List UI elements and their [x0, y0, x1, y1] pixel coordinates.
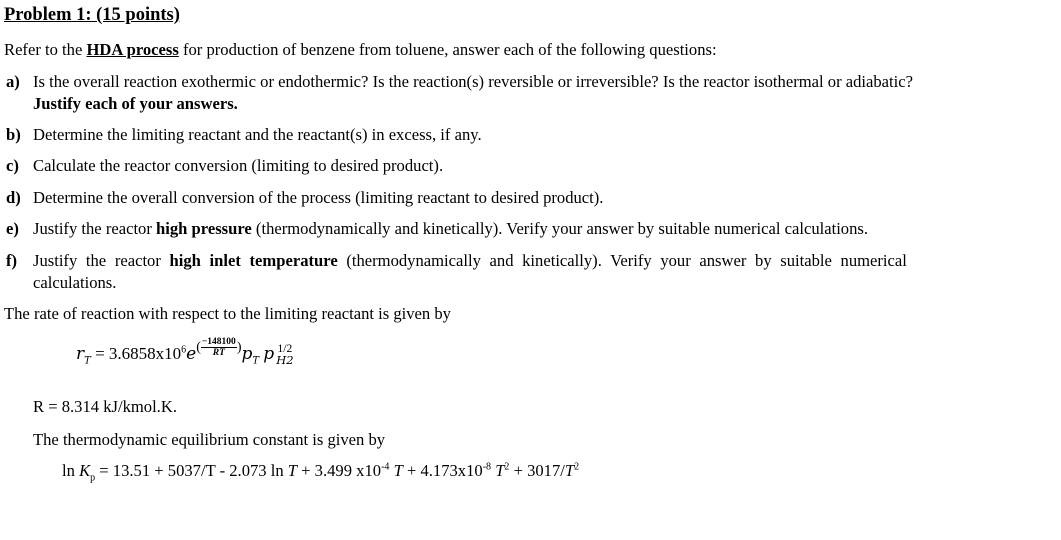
gas-constant: R = 8.314 kJ/kmol.K.	[33, 397, 177, 416]
question-c-label: c)	[6, 156, 19, 175]
question-c-text: Calculate the reactor conversion (limiting to desired product).	[33, 156, 444, 175]
question-b-label: b)	[6, 125, 21, 144]
question-d-label: d)	[6, 188, 21, 207]
question-a-label: a)	[6, 72, 20, 91]
exponent-fraction: $\frac{-148100}{RT}$	[201, 336, 236, 358]
problem-title: Problem 1: (15 points)	[4, 5, 180, 25]
question-e-label: e)	[6, 219, 19, 238]
question-f-text: Justify the reactor high inlet temperature (thermodynamically and kinetically). Verify your answer by suitable numerical	[33, 251, 907, 270]
question-f-label: f)	[6, 251, 18, 270]
question-a-text: Is the overall reaction exothermic or endothermic? Is the reaction(s) reversible or irreversible? Is the reactor isothermal or adiabatic?	[33, 72, 913, 91]
rate-equation: $r_T = 3.6858x10^6e^($ $\frac{-148100}{RT}$ $^)p_T$ p 1/2 H2	[76, 336, 294, 368]
question-b-text: Determine the limiting reactant and the reactant(s) in excess, if any.	[33, 125, 482, 144]
question-a-emphasis: Justify each of your answers.	[33, 94, 238, 113]
question-e-text: Justify the reactor high pressure (thermodynamically and kinetically). Verify your answer by suitable numerical calculations.	[33, 219, 869, 238]
rate-intro: The rate of reaction with respect to the limiting reactant is given by	[4, 304, 451, 323]
k-intro: The thermodynamic equilibrium constant is given by	[33, 430, 386, 449]
hda-process-link: HDA process	[86, 40, 179, 59]
equilibrium-equation: $\ln K_p = 13.51 + 5037/T - 2.073$ ln T + 3.499 $x10^{-4}$ $T + 4.173x10^{-8}$ $T^2 + 3017/T^2$	[62, 461, 580, 484]
question-d-text: Determine the overall conversion of the process (limiting reactant to desired product).	[33, 188, 604, 207]
question-f-line2: calculations.	[33, 273, 117, 292]
intro-line: Refer to the HDA process for production of benzene from toluene, answer each of the following questions:	[4, 40, 717, 59]
pressure-exponent: 1/2 H2	[276, 343, 294, 368]
